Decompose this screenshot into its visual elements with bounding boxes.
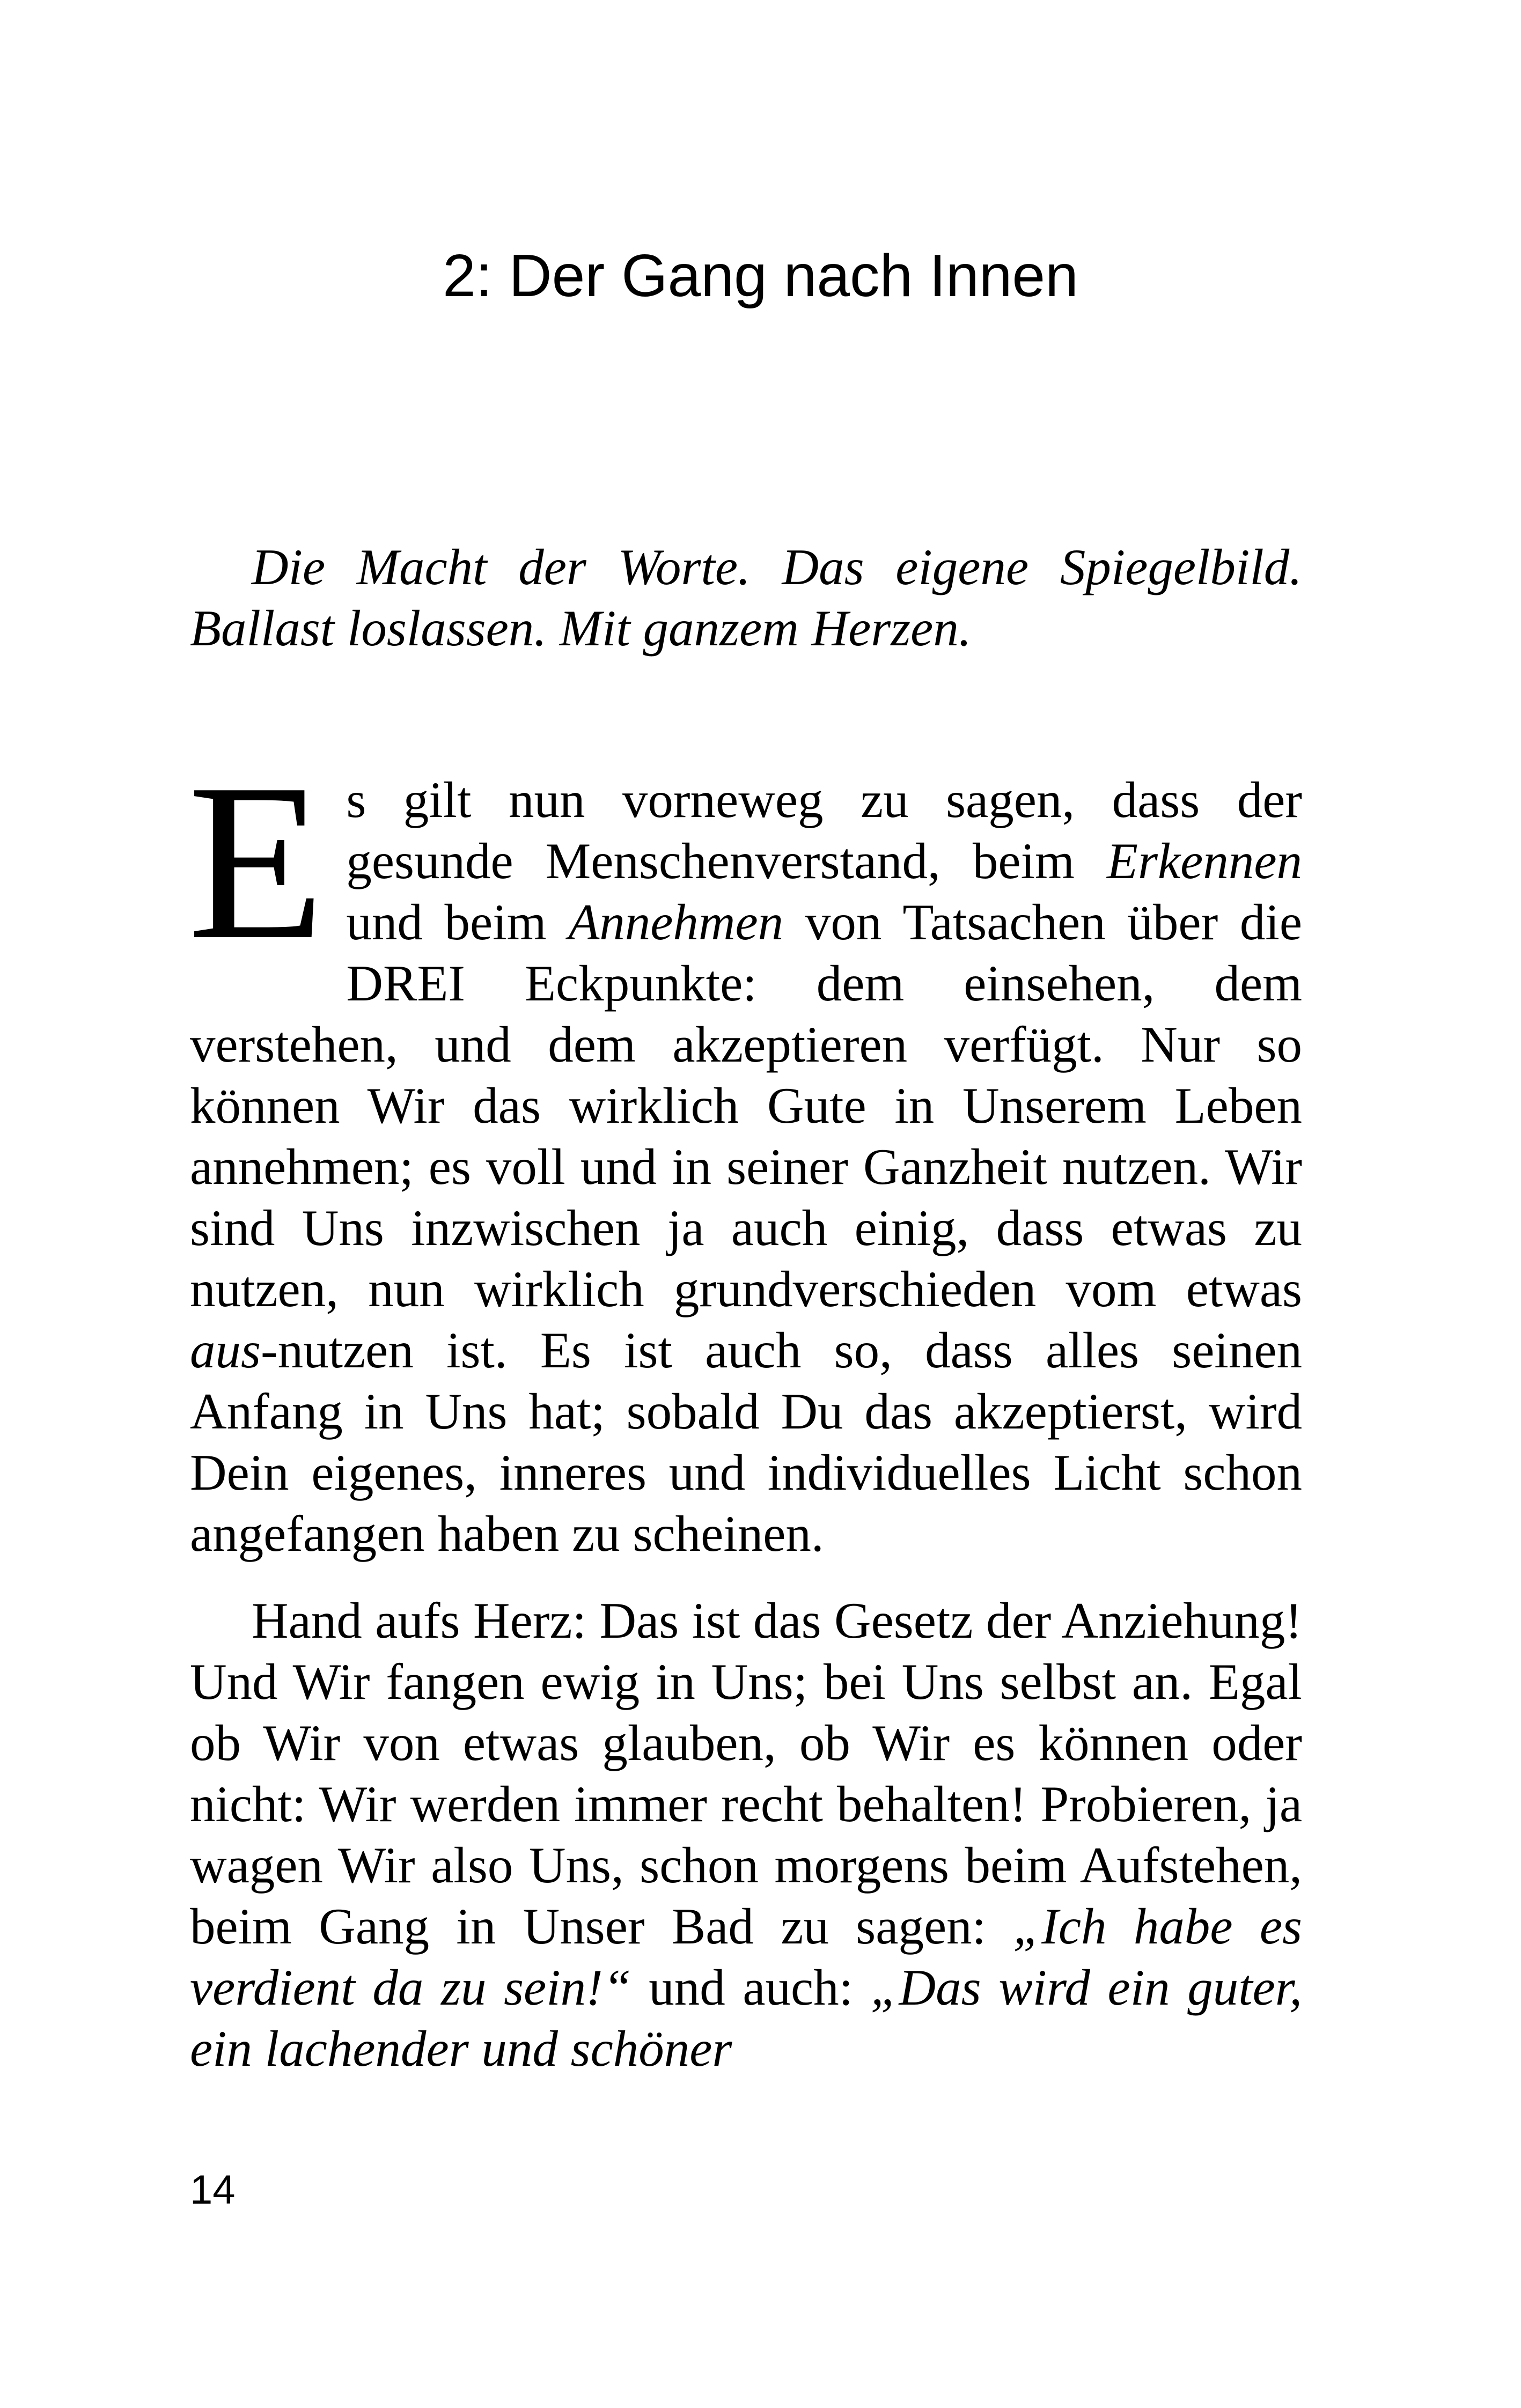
emphasis-quote-1: „Ich habe es verdient da zu sein!“: [190, 1898, 1303, 2016]
chapter-summary: Die Macht der Worte. Das eigene Spiegelbild. Ballast loslassen. Mit ganzem Herzen.: [190, 539, 1302, 657]
paragraph-2-text-1: Hand aufs Herz: Das ist das Gesetz der Anziehung! Und Wir fangen ewig in Uns; bei Uns selbst an. Egal ob Wir von etwas glauben, ob Wir es können oder nicht: Wir werden immer recht behalten! Probieren, ja wagen Wir also Uns, schon morgens beim Aufstehen, beim Gang in Unser Bad zu sagen:: [190, 1592, 1302, 1955]
paragraph-2-text-2: und auch:: [631, 1959, 871, 2016]
paragraph-1-text-4: -nutzen ist. Es ist auch so, dass alles seinen Anfang in Uns hat; sobald Du das akzeptierst, wird Dein eigenes, inneres und individuelles Licht schon angefangen haben zu scheinen.: [190, 1322, 1302, 1562]
page-number: 14: [190, 2167, 236, 2213]
paragraph-1-text-1: s gilt nun vorneweg zu sagen, dass der gesunde Menschenverstand, beim: [346, 771, 1302, 889]
paragraph-1-text-3: von Tatsachen über die DREI Eckpunkte: dem einsehen, dem verstehen, und dem akzeptieren verfügt. Nur so können Wir das wirklich Gute in Unserem Leben annehmen; es voll und in seiner Ganzheit nutzen. Wir sind Uns inzwischen ja auch einig, dass etwas zu nutzen, nun wirklich grundverschieden vom etwas: [190, 894, 1302, 1317]
emphasis-annehmen: Annehmen: [568, 894, 784, 951]
emphasis-quote-2: „Das wird ein guter, ein lachender und schöner: [190, 1959, 1302, 2077]
emphasis-erkennen: Erkennen: [1107, 833, 1302, 889]
body-paragraph-2: [190, 1590, 1302, 2079]
emphasis-aus: aus: [190, 1322, 261, 1379]
chapter-title: 2: Der Gang nach Innen: [443, 242, 1078, 309]
drop-cap: E: [188, 738, 325, 986]
body-paragraph-1: [188, 738, 1302, 1564]
paragraph-1-text-2: und beim: [346, 894, 569, 951]
